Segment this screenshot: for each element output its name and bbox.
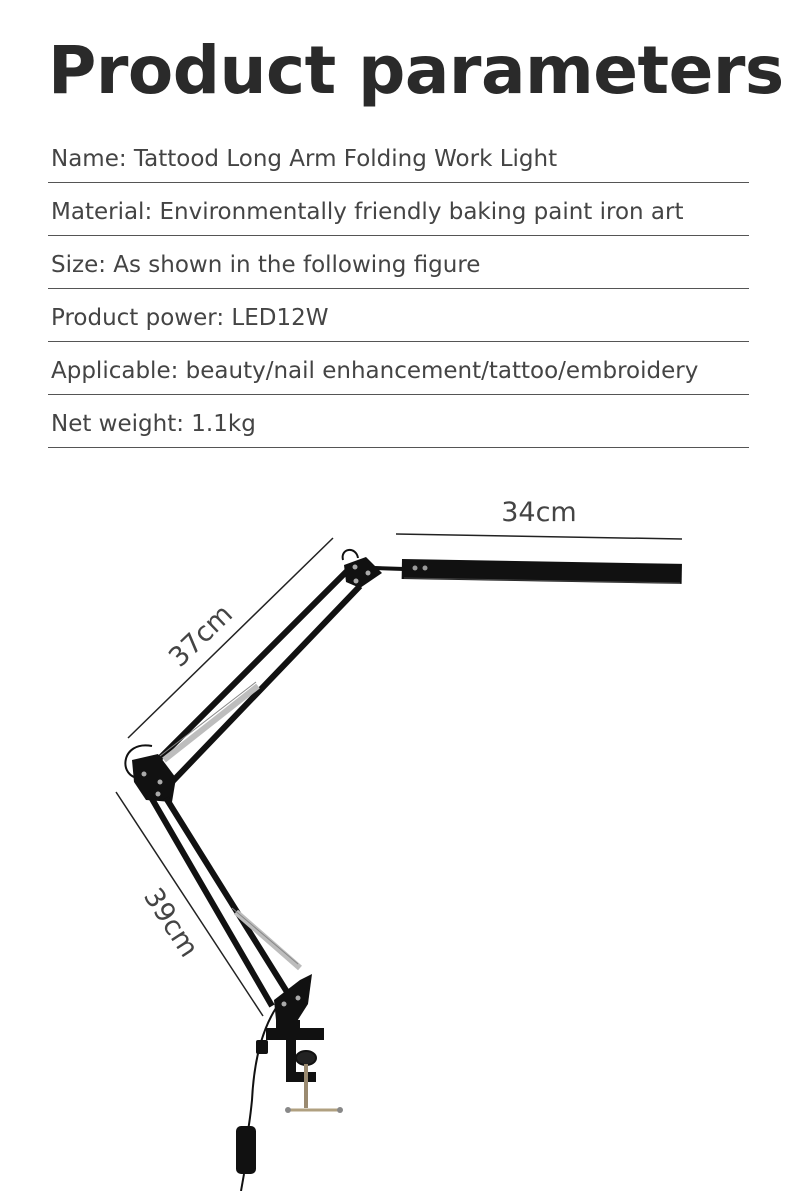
dimension-label-head: 34cm bbox=[501, 497, 577, 528]
param-applicable: Applicable: beauty/nail enhancement/tattoo/embroidery bbox=[48, 343, 749, 395]
dimension-line-lower-arm bbox=[116, 792, 263, 1016]
param-material: Material: Environmentally friendly baking paint iron art bbox=[48, 184, 749, 236]
lamp-illustration bbox=[0, 460, 790, 1191]
elbow-joint bbox=[132, 754, 176, 802]
param-power: Product power: LED12W bbox=[48, 290, 749, 342]
parameter-list bbox=[48, 131, 749, 448]
param-net-weight: Net weight: 1.1kg bbox=[48, 396, 749, 448]
param-size: Size: As shown in the following figure bbox=[48, 237, 749, 289]
upper-arm bbox=[150, 570, 360, 782]
inline-switch bbox=[236, 1126, 256, 1174]
dimension-line-head bbox=[396, 534, 682, 539]
dimension-label-upper-arm: 37cm bbox=[163, 598, 239, 674]
table-clamp bbox=[256, 1028, 343, 1113]
page-title: Product parameters bbox=[48, 32, 784, 109]
dimension-label-lower-arm: 39cm bbox=[137, 882, 205, 963]
lamp-dimension-figure bbox=[0, 460, 790, 1191]
lamp-head bbox=[402, 559, 682, 584]
param-name: Name: Tattood Long Arm Folding Work Light bbox=[48, 131, 749, 183]
